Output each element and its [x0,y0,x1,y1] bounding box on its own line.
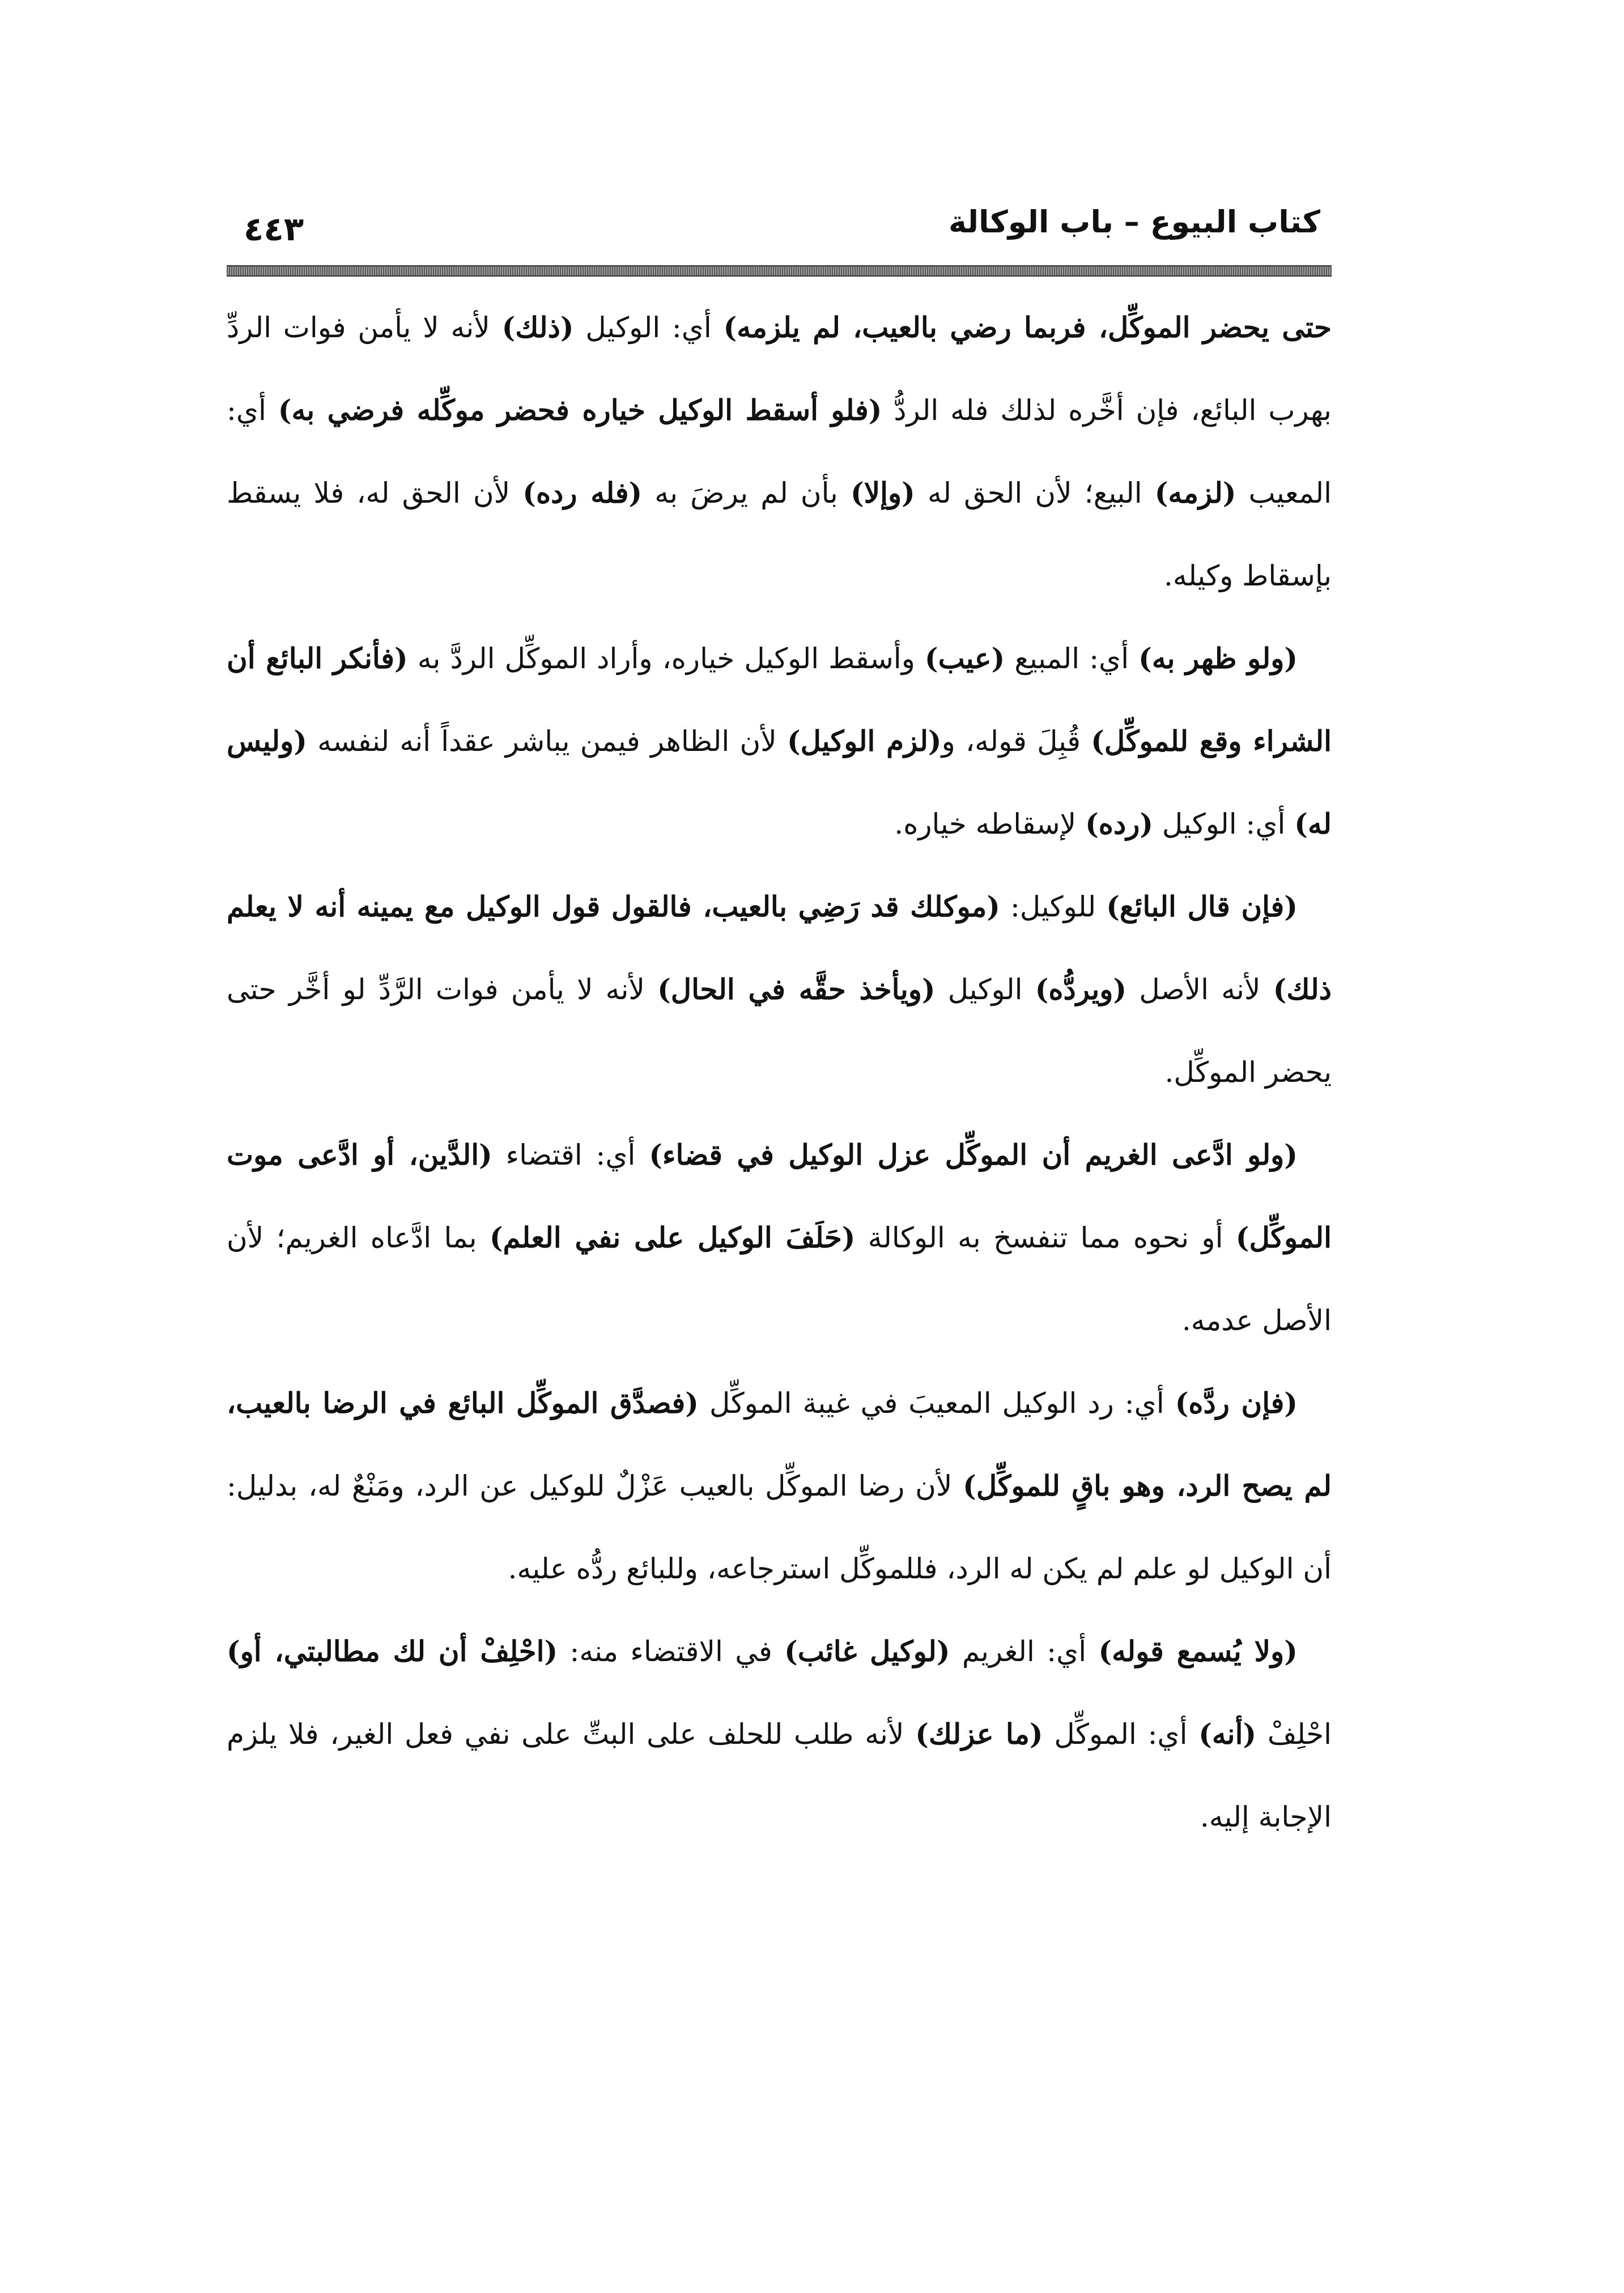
commentary-text: أي: المبيع [1005,642,1139,675]
matn-text: (احْلِفْ أن لك مطالبتي، أو) [227,1634,558,1668]
commentary-text: قُبِلَ قوله، و [941,725,1091,758]
matn-text: (ولو ظهر به) [1138,642,1298,675]
matn-text: (ويردُّه) [1035,973,1127,1006]
paragraph [227,865,1332,1114]
paragraph [227,617,1332,865]
commentary-text: لأن رضا الموكِّل بالعيب عَزْلٌ للوكيل عن الرد، ومَنْعٌ له، بدليل: أن الوكيل لو علم لم يكن له الرد، فللموكِّل استرجاعه، وللبائع ردُّه عليه. [227,1470,1332,1585]
commentary-text: لأنه لا يأمن فوات الردِّ بهرب البائع، فإن أخَّره لذلك فله الردُّ [227,311,1332,427]
matn-text: (فإن ردَّه) [1175,1386,1298,1420]
matn-text: (الدَّين، أو ادَّعى موت الموكِّل) [227,1138,1332,1254]
commentary-text: أو نحوه مما تنفسخ به الوكالة [855,1221,1236,1254]
commentary-text: لأنه الأصل [1126,973,1273,1006]
header-rule [227,265,1332,277]
commentary-text: أي: الموكِّل [1043,1718,1199,1751]
commentary-text: لأن الظاهر فيمن يباشر عقداً أنه لنفسه [307,725,788,758]
matn-text: (فله رده) [522,476,643,509]
matn-text: (أنه) [1198,1717,1257,1751]
matn-text: (فصدَّق الموكِّل البائع في الرضا بالعيب، لم يصح الرد، وهو باقٍ للموكِّل) [227,1386,1332,1502]
commentary-text: أي: الوكيل [1153,808,1295,840]
commentary-text: بما ادَّعاه الغريم؛ لأن الأصل عدمه. [227,1221,1332,1337]
paragraph [227,286,1332,617]
matn-text: (وليس له) [227,724,1332,840]
commentary-text: لأن الحق له، فلا يسقط بإسقاط وكيله. [227,477,1332,592]
commentary-text: أي: اقتضاء [492,1139,649,1171]
commentary-text: أي: رد الوكيل المعيبَ في غيبة الموكِّل [698,1387,1175,1420]
matn-text: (حَلَفَ الوكيل على نفي العلم) [489,1221,856,1254]
matn-text: (ولا يُسمع قوله) [1098,1634,1298,1668]
commentary-text: لأنه طلب للحلف على البتِّ على نفي فعل الغير، فلا يلزم الإجابة إليه. [227,1718,1332,1833]
commentary-text: في الاقتضاء منه: [558,1635,785,1668]
matn-text: (فأنكر البائع أن الشراء وقع للموكِّل) [227,642,1332,758]
paragraph [227,1114,1332,1362]
paragraph [227,1610,1332,1858]
commentary-text: أي: الغريم [950,1635,1099,1668]
matn-text: (ولو ادَّعى الغريم أن الموكِّل عزل الوكيل في قضاء) [649,1138,1298,1171]
matn-text: (ما عزلك) [915,1717,1043,1751]
commentary-text: بأن لم يرضَ به [642,477,851,509]
matn-text: (ويأخذ حقَّه في الحال) [657,973,936,1006]
matn-text: (موكلك قد رَضِي بالعيب، فالقول قول الوكيل مع يمينه أنه لا يعلم ذلك) [227,890,1332,1006]
commentary-text: للوكيل: [1000,890,1107,923]
body-text [227,286,1332,1858]
commentary-text: أي: الوكيل [573,311,724,344]
commentary-text: وأسقط الوكيل خياره، وأراد الموكِّل الردَّ به [407,642,925,675]
matn-text: (فإن قال البائع) [1106,890,1298,923]
matn-text: (لزمه) [1154,476,1236,509]
matn-text: (وإلا) [850,476,915,509]
matn-text: (ذلك) [501,311,574,344]
commentary-text: البيع؛ لأن الحق له [915,477,1155,509]
matn-text: (عيب) [924,642,1005,675]
commentary-text: لأنه لا يأمن فوات الرَّدِّ لو أخَّر حتى يحضر الموكِّل. [227,973,1332,1089]
matn-text: (فلو أسقط الوكيل خياره فحضر موكِّله فرضي به) [278,393,882,427]
commentary-text: الوكيل [935,973,1035,1006]
book-page [227,193,1332,2176]
matn-text: (لوكيل غائب) [784,1634,950,1668]
matn-text: (رده) [1085,807,1154,840]
commentary-text: احْلِفْ [1256,1718,1332,1751]
page-number: ٤٤٣ [244,210,304,248]
commentary-text: أي: المعيب [227,394,1332,509]
matn-text: (لزم الوكيل) [787,724,942,758]
matn-text: حتى يحضر الموكِّل، فربما رضي بالعيب، لم يلزمه) [723,311,1332,344]
paragraph [227,1362,1332,1610]
running-title: كتاب البيوع – باب الوكالة [949,204,1320,240]
page-header [227,193,1332,278]
commentary-text: لإسقاطه خياره. [894,808,1086,840]
